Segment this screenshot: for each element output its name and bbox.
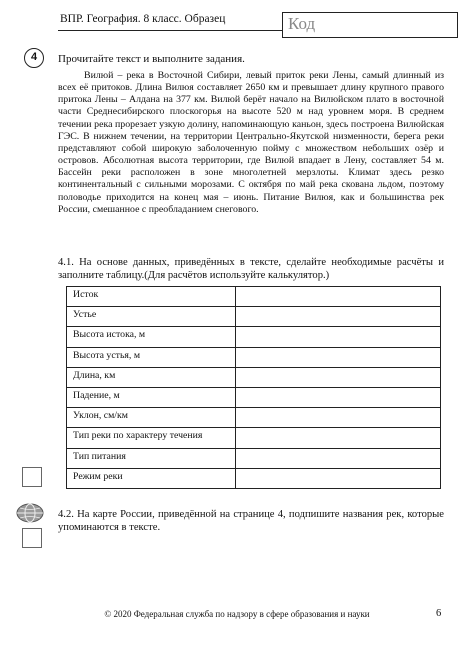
- globe-icon: [16, 503, 44, 523]
- row-label: Тип питания: [67, 448, 236, 468]
- task-instruction: Прочитайте текст и выполните задания.: [58, 53, 245, 65]
- row-label: Высота устья, м: [67, 347, 236, 367]
- row-label: Длина, км: [67, 367, 236, 387]
- row-label: Устье: [67, 307, 236, 327]
- table-row: [67, 468, 441, 488]
- table-row: [67, 448, 441, 468]
- row-label: Уклон, см/км: [67, 408, 236, 428]
- row-label: Режим реки: [67, 468, 236, 488]
- table-row: [67, 428, 441, 448]
- table-row: [67, 367, 441, 387]
- answer-cell[interactable]: [236, 448, 441, 468]
- answer-cell[interactable]: [236, 287, 441, 307]
- header-divider: [58, 30, 282, 31]
- answer-table: [66, 286, 441, 489]
- table-row: [67, 307, 441, 327]
- row-label: Тип реки по характеру течения: [67, 428, 236, 448]
- code-box[interactable]: [282, 12, 458, 38]
- row-label: Высота истока, м: [67, 327, 236, 347]
- question-4-2: 4.2. На карте России, приведённой на странице 4, подпишите названия рек, которые упоминаются в тексте.: [58, 509, 444, 533]
- answer-cell[interactable]: [236, 468, 441, 488]
- code-label: Код: [288, 14, 316, 33]
- score-box-4-1[interactable]: [22, 467, 42, 487]
- table-row: [67, 327, 441, 347]
- reading-passage: Вилюй – река в Восточной Сибири, левый приток реки Лены, самый длинный из всех её притоков. Длина Вилюя составляет 2650 км и превышает длину крупного правого притока Лены – Алдана на 377 км. Вилюй берёт начало на Вилюйском плато в восточной части Среднесибирского плоскогорья на высоте 520 м над уровнем моря. В среднем течении река прорезает узкую долину, напоминающую каньон, здесь построена Вилюйская ГЭС. В нижнем течении, на территории Центрально-Якутской низменности, берега реки представляют собой широкую заболоченную пойму с множеством небольших озёр и островов. Абсолютная высота территории, где Вилюй впадает в Лену, составляет 54 м. Бассейн реки расположен в зоне многолетней мерзлоты. Климат здесь резко континентальный с сильными морозами. С октября по май река скована льдом, поэтому половодье приходится на конец мая – июнь. Питание Вилюя, как и большинства рек России, смешанное с преобладанием снегового.: [58, 70, 444, 215]
- table-row: [67, 347, 441, 367]
- question-4-1: 4.1. На основе данных, приведённых в тексте, сделайте необходимые расчёты и заполните таблицу.(Для расчётов используйте калькулятор.): [58, 257, 444, 281]
- table-row: [67, 287, 441, 307]
- table-row: [67, 387, 441, 407]
- row-label: Исток: [67, 287, 236, 307]
- row-label: Падение, м: [67, 387, 236, 407]
- footer-copyright: © 2020 Федеральная служба по надзору в сфере образования и науки: [104, 609, 370, 619]
- answer-cell[interactable]: [236, 387, 441, 407]
- answer-cell[interactable]: [236, 347, 441, 367]
- answer-cell[interactable]: [236, 408, 441, 428]
- answer-cell[interactable]: [236, 428, 441, 448]
- answer-cell[interactable]: [236, 307, 441, 327]
- task-number-badge: 4: [24, 48, 44, 68]
- table-row: [67, 408, 441, 428]
- header-title: ВПР. География. 8 класс. Образец: [60, 13, 226, 25]
- page-number: 6: [436, 608, 442, 619]
- answer-cell[interactable]: [236, 327, 441, 347]
- score-box-4-2[interactable]: [22, 528, 42, 548]
- answer-cell[interactable]: [236, 367, 441, 387]
